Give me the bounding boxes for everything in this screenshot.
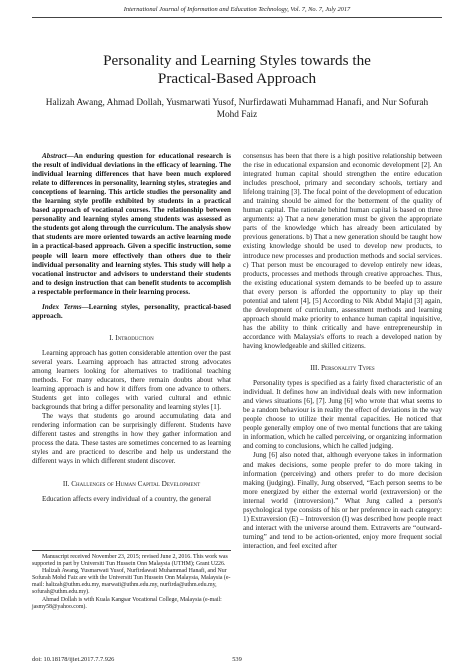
abstract-label: Abstract <box>42 152 67 160</box>
challenges-paragraph-1: Education affects every individual of a country, the general <box>42 494 211 503</box>
right-column <box>243 152 442 551</box>
footnote-manuscript: Manuscript received November 23, 2015; revised June 2, 2016. This work was supported in part by Universiti Tun Hussein Onn Malaysia (UTHM); Grant U226. <box>32 554 228 568</box>
left-column <box>32 152 231 504</box>
title-line-2: Practical-Based Approach <box>157 70 317 87</box>
index-terms <box>32 303 231 321</box>
footnotes <box>32 554 231 611</box>
intro-paragraph-1: Learning approach has gotten considerable attention over the past several years. Learning approach has attracted strong advocates among learners looking for alternatives to traditional teaching methods. For many educators, there remain doubts about what learning approach is and how it differs from one advance to others. Students get into colleges with varied cultural and ethnic backgrounds that bring a differ personality and learning styles [1]. <box>32 348 231 412</box>
doi-text: doi: 10.18178/ijiet.2017.7.7.926 <box>32 656 115 663</box>
paper-title <box>40 52 434 88</box>
header-rule <box>32 17 442 18</box>
abstract <box>32 152 231 297</box>
abstract-text: —An enduring question for educational research is the result of individual deviations in the efficacy of learning. The individual learning differences that have been much explored relate to differences in personality, learning styles, strategies and conceptions of learning. This article studies the personality and the learning style profile exhibited by students in a practical based approach of vocational courses. The relationship between personality and learning styles among students was assessed as the students got along through the curriculum. The analysis show that students are more oriented towards an active learning mode in a practical-based approach. Given a specific instruction, some people will learn more effectively than others due to their individual personality and learning styles. This study will help a vocational instructor and advisors to understand their students and to design instruction that can benefit students to accomplish a respectable performance in their learning process. <box>32 152 231 296</box>
personality-paragraph-1: Personality types is specified as a fairly fixed characteristic of an individual. It defines how an individual deals with new information and views situations [6], [7]. Jung [6] who wrote that what seems to be a random behaviour is in reality the effect of deviations in the way people choose to utilize their mental capacities. He noticed that people generally employ one of two mental functions that are taking in information, which he called perceiving, or organizing information and coming to conclusions, which he called judging. <box>243 379 442 451</box>
challenges-paragraph-continued: consensus has been that there is a high positive relationship between the rise in educational expansion and economic development [2]. An integrated human capital should strengthen the entire education includes preschool, primary and secondary schools, tertiary and lifelong training [3]. The focal point of the development of education and training should be aimed for the betterment of the quality of human capital. The rationale behind human capital is based on three arguments: a) That a new generation must be given the appropriate parts of the knowledge which has already been articulated by previous generations. b) That a new generation should be taught how existing knowledge should be used to develop new products, to introduce new processes and production methods and social services. c) That person must be encouraged to develop entirely new ideas, products, processes and methods through creative approaches. Thus, the existing educational system demands to be beefed up to assure that every person is afforded the opportunity to play up their potential and talent [4], [5] According to Nik Abdul Majid [3] again, the development of curriculum, assessment methods and learning approach should make priority to enhance human capital inquisitive, has the ability to think critically and have entrepreneurship in accordance with Malaysia's efforts to reach a developed nation by having knowledgeable and skilled citizens. <box>243 152 442 350</box>
index-terms-label: Index Terms <box>42 302 82 311</box>
footnote-second-affiliation: Ahmad Dollah is with Kuala Kangsar Vocational College, Malaysia (e-mail: jasmy58@yahoo.com). <box>32 596 222 610</box>
author-list <box>40 98 434 121</box>
intro-paragraph-2: The ways that students go around accumulating data and rendering information can be surprisingly different. Students have different tastes and strengths in how they gather information and process the data. These tastes are sometimes concerned to as learning styles and are practiced to describe and help us understand the different ways in which different student discover. <box>32 412 231 466</box>
page-number: 539 <box>232 656 242 663</box>
title-line-1: Personality and Learning Styles towards the <box>103 52 371 69</box>
section-heading-personality: III. Personality Types <box>310 364 375 373</box>
footnote-rule <box>32 550 231 551</box>
section-heading-challenges: II. Challenges of Human Capital Development <box>62 479 201 488</box>
personality-paragraph-2: Jung [6] also noted that, although everyone takes in information and makes decisions, some people prefer to do more taking in information (perceiving) and others prefer to do more decision making (judging). Finally, Jung observed, “Each person seems to be more energized by either the external world (extraversion) or the internal world (introversion).” What Jung called a person's psychological type consists of his or her preference in each category: 1) Extraversion (E) – Introversion (I) was described how people react and interact with the universe around them. Extraverts are “outward-turning” and tend to be action-oriented, enjoy more frequent social interaction, and feel excited after <box>243 451 442 550</box>
section-heading-introduction: I. Introduction <box>109 333 154 342</box>
authors-line-1: Halizah Awang, Ahmad Dollah, Yusmarwati Yusof, Nurfirdawati Muhammad Hanafi, and Nur Sofurah <box>45 98 429 108</box>
journal-header: International Journal of Information and Education Technology, Vol. 7, No. 7, July 2017 <box>123 6 351 13</box>
authors-line-2: Mohd Faiz <box>216 109 258 120</box>
index-terms-text: —Learning styles, personality, practical-based approach. <box>32 302 231 320</box>
footnote-affiliations: Halizah Awang, Yusmarwati Yusof, Nurfirdawati Muhammad Hanafi, and Nur Sofurah Mohd Faiz are with the Universiti Tun Hussein Onn Malaysia, Malaysia (e-mail: halizah@uthm.edu.my, marwati@uthm.edu.my, nurfirda@uthm.edu.my, sofurah@uthm.edu.my). <box>32 568 231 596</box>
